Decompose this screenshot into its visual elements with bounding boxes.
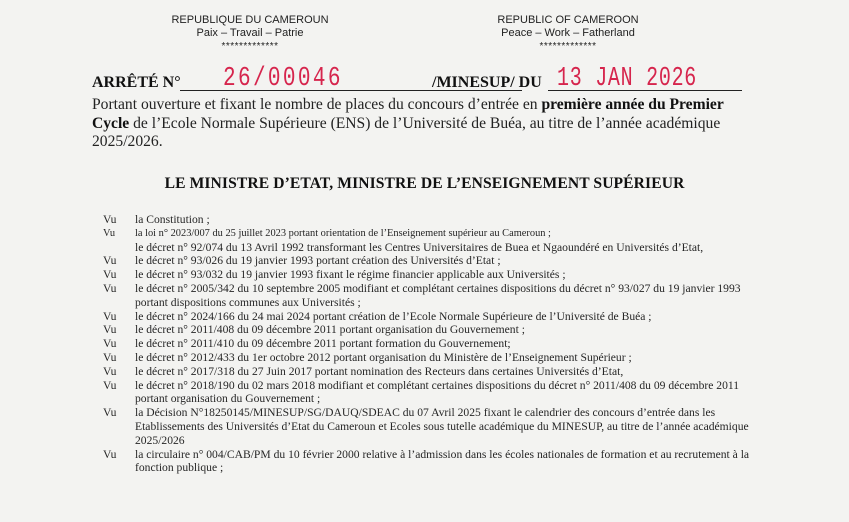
visa-text: la Décision N°18250145/MINESUP/SG/DAUQ/SDEAC du 07 Avril 2025 fixant le calendrier des concours d’entrée dans les Etablissements des Universités d’Etat du Cameroun et Ecoles sous tutelle académique du MINESUP, au titre de l’année académique 2025/2026 bbox=[135, 406, 749, 447]
visa-item bbox=[0, 268, 760, 282]
visa-marker: Vu bbox=[103, 378, 117, 392]
arrete-date-stamp: 13 JAN 2026 bbox=[557, 64, 698, 94]
visa-marker: Vu bbox=[103, 227, 116, 239]
visa-item bbox=[0, 213, 760, 227]
visa-item bbox=[0, 323, 760, 337]
header-right-country: REPUBLIC OF CAMEROON bbox=[497, 14, 639, 26]
visas-list bbox=[0, 213, 849, 475]
visa-item bbox=[0, 254, 760, 268]
visa-item bbox=[0, 379, 760, 407]
header-right-motto: Peace – Work – Fatherland bbox=[501, 27, 635, 39]
header-left-stars: ************* bbox=[221, 41, 279, 52]
minister-title: LE MINISTRE D’ETAT, MINISTRE DE L’ENSEIGNEMENT SUPÉRIEUR bbox=[164, 175, 685, 192]
visa-text: le décret n° 2018/190 du 02 mars 2018 modifiant et complétant certaines dispositions du décret n° 2011/408 du 09 décembre 2011 portant organisation du Gouvernement ; bbox=[135, 378, 740, 406]
visa-text: le décret n° 93/032 du 19 janvier 1993 fixant le régime financier applicable aux Universités ; bbox=[135, 268, 566, 282]
visa-item bbox=[0, 282, 760, 310]
visa-marker: Vu bbox=[103, 447, 117, 461]
visa-marker: Vu bbox=[103, 281, 117, 295]
visa-marker: Vu bbox=[103, 323, 117, 337]
visa-item bbox=[0, 337, 760, 351]
header-left bbox=[150, 14, 350, 53]
visa-text: le décret n° 2005/342 du 10 septembre 2005 modifiant et complétant certaines dispositions du décret n° 93/027 du 19 janvier 1993 portant dispositions communes aux Universités ; bbox=[135, 281, 741, 309]
visa-text: le décret n° 2012/433 du 1er octobre 2012 portant organisation du Ministère de l’Enseignement Supérieur ; bbox=[135, 350, 632, 364]
arrete-label: ARRÊTÉ N° bbox=[92, 74, 181, 91]
header-left-country: REPUBLIQUE DU CAMEROUN bbox=[171, 14, 329, 26]
visa-marker: Vu bbox=[103, 213, 117, 226]
visa-text: le décret n° 2011/408 du 09 décembre 2011 portant organisation du Gouvernement ; bbox=[135, 323, 525, 337]
header-right-stars: ************* bbox=[539, 41, 597, 52]
visa-item bbox=[0, 406, 760, 447]
ministry-label: /MINESUP/ DU bbox=[432, 74, 542, 91]
visa-text: le décret n° 2017/318 du 27 Juin 2017 portant nomination des Recteurs dans certaines Universités d’Etat, bbox=[135, 364, 624, 378]
visa-marker: Vu bbox=[103, 254, 117, 268]
object-text-part2: de l’Ecole Normale Supérieure (ENS) de l’Université de Buéa, au titre de l’année académique 2025/2026. bbox=[92, 114, 721, 150]
visa-marker: Vu bbox=[103, 364, 117, 378]
visa-item bbox=[0, 351, 760, 365]
visa-marker: Vu bbox=[103, 268, 117, 282]
visa-text: la Constitution ; bbox=[135, 213, 210, 226]
visa-marker: Vu bbox=[103, 350, 117, 364]
visa-item bbox=[0, 310, 760, 324]
visa-text: le décret n° 2011/410 du 09 décembre 2011 portant formation du Gouvernement; bbox=[135, 337, 511, 351]
arrete-line bbox=[92, 64, 792, 96]
visa-item bbox=[0, 227, 760, 241]
visa-marker: Vu bbox=[103, 406, 117, 420]
visa-text: la circulaire n° 004/CAB/PM du 10 février 2000 relative à l’admission dans les écoles nationales de formation et au recrutement à la fonction publique ; bbox=[135, 447, 750, 475]
visa-item bbox=[0, 241, 760, 255]
visa-text: le décret n° 2024/166 du 24 mai 2024 portant création de l’Ecole Normale Supérieure de l’Université de Buéa ; bbox=[135, 309, 652, 323]
arrete-number-stamp: 26/00046 bbox=[223, 64, 343, 94]
object-text-bold: première année du Premier Cycle bbox=[92, 96, 724, 132]
visa-text: le décret n° 93/026 du 19 janvier 1993 portant création des Universités d’Etat ; bbox=[135, 254, 501, 268]
header-left-motto: Paix – Travail – Patrie bbox=[196, 27, 304, 39]
visa-item bbox=[0, 448, 760, 476]
arrete-object bbox=[92, 96, 762, 152]
header-right bbox=[468, 14, 668, 53]
visa-marker: Vu bbox=[103, 337, 117, 351]
visa-text: le décret n° 92/074 du 13 Avril 1992 transformant les Centres Universitaires de Buea et Ngaoundéré en Universités d’Etat, bbox=[135, 240, 704, 254]
object-text-part1: Portant ouverture et fixant le nombre de places du concours d’entrée en bbox=[92, 96, 542, 113]
visa-text: la loi n° 2023/007 du 25 juillet 2023 portant orientation de l’Enseignement supérieur au Cameroun ; bbox=[135, 227, 551, 239]
visa-marker: Vu bbox=[103, 309, 117, 323]
visa-item bbox=[0, 365, 760, 379]
